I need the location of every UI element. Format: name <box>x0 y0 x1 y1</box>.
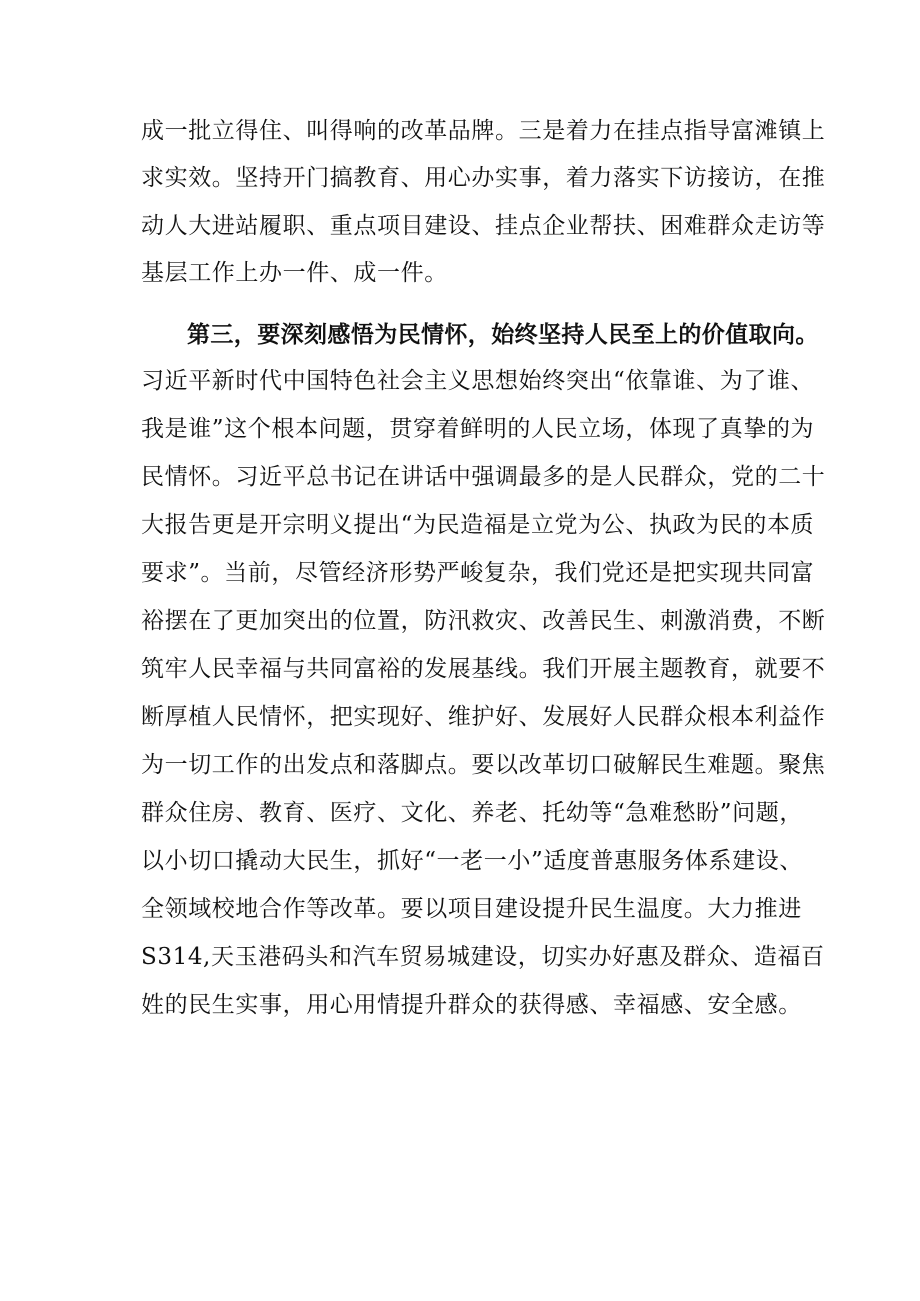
paragraph-2-line-6: 裕摆在了更加突出的位置，防汛救灾、改善民生、刺激消费，不断 <box>141 608 826 634</box>
paragraph-2-line-2: 我是谁”这个根本问题，贯穿着鲜明的人民立场，体现了真挚的为 <box>141 416 815 442</box>
paragraph-1-line-4: 基层工作上办一件、成一件。 <box>141 260 448 286</box>
paragraph-2-line-5: 要求”。当前，尽管经济形势严峻复杂，我们党还是把实现共同富 <box>141 560 815 586</box>
section-heading: 第三，要深刻感悟为民情怀，始终坚持人民至上的价值取向。 <box>187 321 819 348</box>
paragraph-1-line-1: 成一批立得住、叫得响的改革品牌。三是着力在挂点指导富滩镇上 <box>141 118 826 144</box>
paragraph-2-line-1: 习近平新时代中国特色社会主义思想始终突出“依靠谁、为了谁、 <box>141 368 815 394</box>
paragraph-1-line-3: 动人大进站履职、重点项目建设、挂点企业帮扶、困难群众走访等 <box>141 213 826 239</box>
paragraph-2-line-8: 断厚植人民情怀，把实现好、维护好、发展好人民群众根本利益作 <box>141 704 826 730</box>
paragraph-2-line-3: 民情怀。习近平总书记在讲话中强调最多的是人民群众，党的二十 <box>141 464 826 490</box>
paragraph-2-line-12: 全领域校地合作等改革。要以项目建设提升民生温度。大力推进 <box>141 896 802 922</box>
paragraph-1-line-2: 求实效。坚持开门搞教育、用心办实事，着力落实下访接访，在推 <box>141 165 826 191</box>
paragraph-2-line-10: 群众住房、教育、医疗、文化、养老、托幼等“急难愁盼”问题， <box>141 800 803 826</box>
paragraph-2-line-13: S314,天玉港码头和汽车贸易城建设，切实办好惠及群众、造福百 <box>141 944 825 970</box>
paragraph-2-line-11: 以小切口撬动大民生，抓好“一老一小”适度普惠服务体系建设、 <box>141 848 803 874</box>
paragraph-2-line-7: 筑牢人民幸福与共同富裕的发展基线。我们开展主题教育，就要不 <box>141 656 826 682</box>
paragraph-2-line-9: 为一切工作的出发点和落脚点。要以改革切口破解民生难题。聚焦 <box>141 752 826 778</box>
paragraph-2-line-4: 大报告更是开宗明义提出“为民造福是立党为公、执政为民的本质 <box>141 512 815 538</box>
paragraph-2-line-14: 姓的民生实事，用心用情提升群众的获得感、幸福感、安全感。 <box>141 992 802 1018</box>
